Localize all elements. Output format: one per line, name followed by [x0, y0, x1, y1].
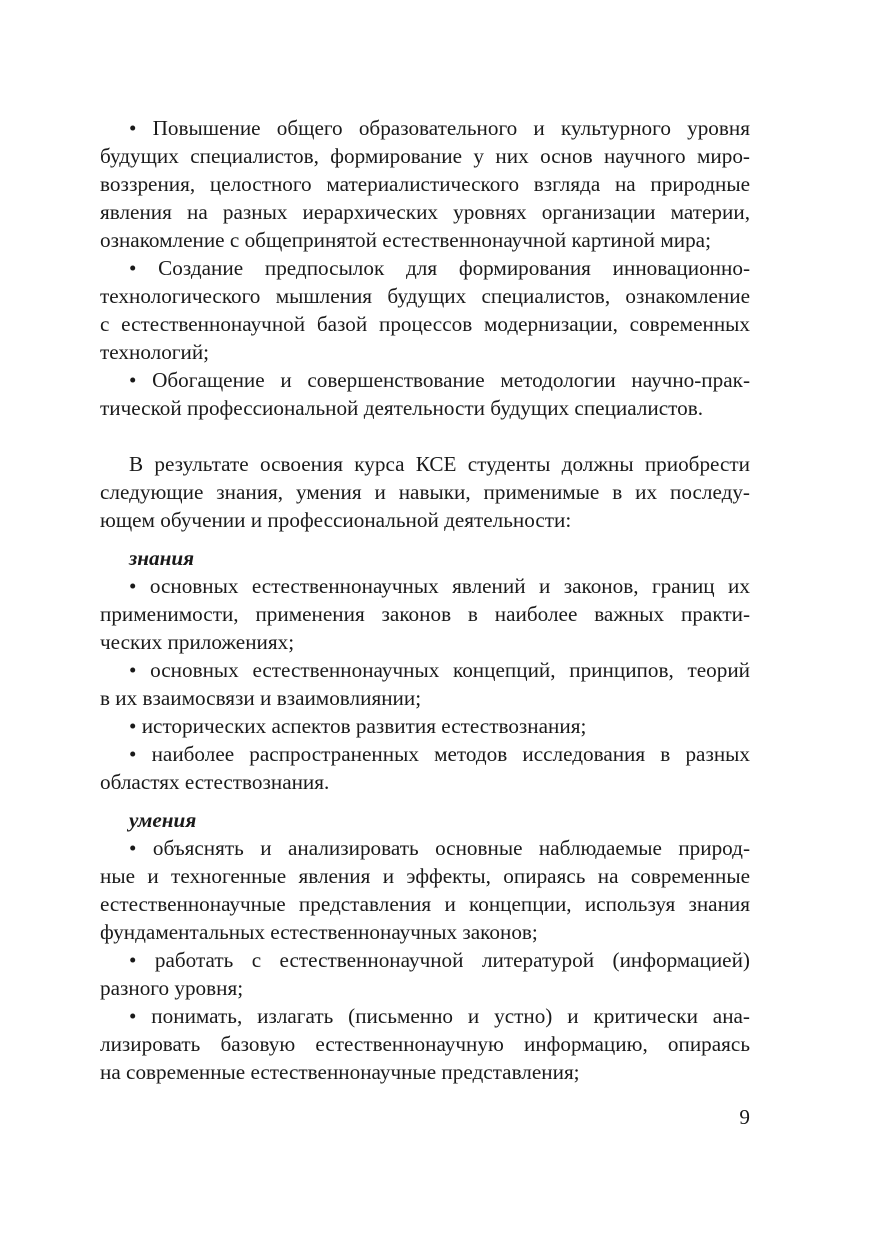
text-line: В результате освоения курса КСЕ студенты должны приобрести — [129, 452, 750, 476]
text-line: ческих приложениях; — [100, 630, 295, 654]
text-line: следующие знания, умения и навыки, применимые в их последу- — [100, 480, 750, 504]
list-item — [100, 834, 750, 946]
text-line: ознакомление с общепринятой естественнонаучной картиной мира; — [100, 228, 711, 252]
page-body — [100, 114, 750, 1086]
text-line: на современные естественнонаучные представления; — [100, 1060, 580, 1084]
goals-list — [100, 114, 750, 422]
list-item — [100, 946, 750, 1002]
text-line: ные и техногенные явления и эффекты, опираясь на современные — [100, 864, 750, 888]
text-line: • Обогащение и совершенствование методологии научно-прак- — [129, 368, 750, 392]
list-item — [100, 712, 750, 740]
text-line: тической профессиональной деятельности будущих специалистов. — [100, 396, 704, 420]
text-line: • основных естественнонаучных явлений и законов, границ их — [129, 574, 750, 598]
skills-section — [100, 806, 750, 1086]
text-line: • исторических аспектов развития естествознания; — [129, 714, 587, 738]
text-line: будущих специалистов, формирование у них основ научного миро- — [100, 144, 750, 168]
text-line: • объяснять и анализировать основные наблюдаемые природ- — [129, 836, 750, 860]
text-line: • Повышение общего образовательного и культурного уровня — [129, 116, 750, 140]
text-line: явления на разных иерархических уровнях организации материи, — [100, 200, 750, 224]
text-line: естественнонаучные представления и концепции, используя знания — [100, 892, 750, 916]
text-line: областях естествознания. — [100, 770, 330, 794]
intro-paragraph — [100, 450, 750, 534]
list-item — [100, 656, 750, 712]
list-item — [100, 1002, 750, 1086]
text-line: • работать с естественнонаучной литературой (информацией) — [129, 948, 750, 972]
list-item — [100, 572, 750, 656]
list-item — [100, 740, 750, 796]
text-line: • понимать, излагать (письменно и устно) и критически ана- — [129, 1004, 750, 1028]
text-line: ющем обучении и профессиональной деятельности: — [100, 508, 572, 532]
text-line: • наиболее распространенных методов исследования в разных — [129, 742, 750, 766]
text-line: с естественнонаучной базой процессов модернизации, современных — [100, 312, 750, 336]
goal-item — [100, 366, 750, 422]
text-line: применимости, применения законов в наиболее важных практи- — [100, 602, 750, 626]
text-line: технологий; — [100, 340, 210, 364]
goal-item — [100, 254, 750, 366]
text-line: в их взаимосвязи и взаимовлиянии; — [100, 686, 422, 710]
text-line: фундаментальных естественнонаучных законов; — [100, 920, 538, 944]
section-heading-knowledge: знания — [129, 546, 195, 570]
text-line: разного уровня; — [100, 976, 244, 1000]
text-line: технологического мышления будущих специалистов, ознакомление — [100, 284, 750, 308]
goal-item — [100, 114, 750, 254]
section-heading-skills: умения — [129, 808, 197, 832]
text-line: лизировать базовую естественнонаучную информацию, опираясь — [100, 1032, 750, 1056]
page-number: 9 — [739, 1105, 750, 1129]
text-line: • Создание предпосылок для формирования инновационно- — [129, 256, 750, 280]
text-line: воззрения, целостного материалистического взгляда на природные — [100, 172, 750, 196]
text-line: • основных естественнонаучных концепций, принципов, теорий — [129, 658, 750, 682]
knowledge-section — [100, 544, 750, 796]
